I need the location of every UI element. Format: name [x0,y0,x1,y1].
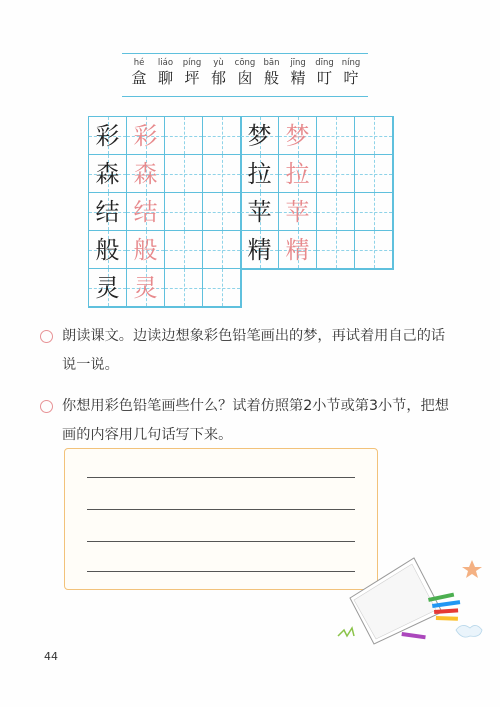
practice-cell[interactable] [355,193,393,231]
model-character-cell [241,117,279,155]
practice-cell[interactable] [203,269,241,307]
pinyin-vocabulary-band [122,53,368,97]
hanzi-char: 聊 [157,69,173,87]
pinyin-text: liáo [157,58,174,68]
practice-cell[interactable] [203,117,241,155]
pinyin-text: hé [133,58,145,68]
hanzi-char: 坪 [184,69,200,87]
practice-cell[interactable] [317,155,355,193]
pinyin-word [338,58,364,88]
paper-and-crayons-illustration [330,540,495,650]
model-character-cell [89,193,127,231]
hanzi-char: 咛 [343,69,359,87]
pinyin-text: cōng [234,58,256,68]
circle-bullet-icon [40,330,53,343]
pinyin-word [312,58,338,88]
answer-line[interactable] [87,541,355,542]
model-character: 苹 [247,197,272,226]
circle-bullet-icon [40,400,53,413]
answer-line[interactable] [87,571,355,572]
answer-line[interactable] [87,477,355,478]
pinyin-word [232,58,258,88]
trace-character: 森 [133,159,158,188]
writing-grid-right [240,116,394,270]
trace-character-cell [279,155,317,193]
trace-character-cell [127,117,165,155]
hanzi-char: 精 [290,69,306,87]
trace-character: 结 [133,197,158,226]
hanzi-char: 囱 [237,69,253,87]
pinyin-text: píng [182,58,202,68]
model-character-cell [89,117,127,155]
answer-line[interactable] [87,509,355,510]
trace-character: 苹 [285,197,310,226]
model-character-cell [89,155,127,193]
model-character: 森 [95,159,120,188]
pinyin-word [179,58,205,88]
pinyin-word [153,58,179,88]
trace-character: 精 [285,235,310,264]
trace-character-cell [279,193,317,231]
hanzi-char: 郁 [210,69,226,87]
model-character: 灵 [95,273,120,302]
pinyin-word [126,58,152,88]
model-character-cell [241,231,279,269]
practice-cell[interactable] [165,193,203,231]
writing-task [40,392,450,450]
model-character-cell [241,155,279,193]
trace-character-cell [127,231,165,269]
practice-cell[interactable] [203,193,241,231]
practice-cell[interactable] [203,155,241,193]
model-character-cell [89,231,127,269]
trace-character: 拉 [285,159,310,188]
model-character: 结 [95,197,120,226]
trace-character-cell [127,269,165,307]
model-character: 拉 [247,159,272,188]
trace-character-cell [279,231,317,269]
task-text: 朗读课文。边读边想象彩色铅笔画出的梦，再试着用自己的话说一说。 [62,328,446,373]
pinyin-text: dīng [315,58,334,68]
model-character-cell [241,193,279,231]
reading-task [40,322,450,380]
practice-cell[interactable] [317,117,355,155]
practice-cell[interactable] [317,231,355,269]
model-character: 彩 [95,121,120,150]
pinyin-word [259,58,285,88]
practice-cell[interactable] [165,117,203,155]
pinyin-text: níng [341,58,361,68]
trace-character: 彩 [133,121,158,150]
hanzi-char: 盒 [131,69,147,87]
trace-character: 梦 [285,121,310,150]
trace-character-cell [127,193,165,231]
practice-cell[interactable] [165,231,203,269]
hanzi-char: 叮 [316,69,332,87]
page-number: 44 [44,650,58,663]
trace-character: 般 [133,235,158,264]
practice-cell[interactable] [355,231,393,269]
practice-cell[interactable] [203,231,241,269]
trace-character: 灵 [133,273,158,302]
practice-cell[interactable] [165,155,203,193]
model-character-cell [89,269,127,307]
practice-cell[interactable] [165,269,203,307]
pinyin-text: yù [213,58,224,68]
practice-cell[interactable] [355,155,393,193]
trace-character-cell [279,117,317,155]
practice-cell[interactable] [355,117,393,155]
pinyin-text: jīng [290,58,306,68]
writing-grid-left [88,116,242,308]
pinyin-word [206,58,232,88]
model-character: 般 [95,235,120,264]
model-character: 精 [247,235,272,264]
model-character: 梦 [247,121,272,150]
trace-character-cell [127,155,165,193]
task-text: 你想用彩色铅笔画些什么？试着仿照第2小节或第3小节，把想画的内容用几句话写下来。 [62,398,449,443]
pinyin-word [285,58,311,88]
pinyin-text: bān [263,58,280,68]
hanzi-char: 般 [263,69,279,87]
practice-cell[interactable] [317,193,355,231]
